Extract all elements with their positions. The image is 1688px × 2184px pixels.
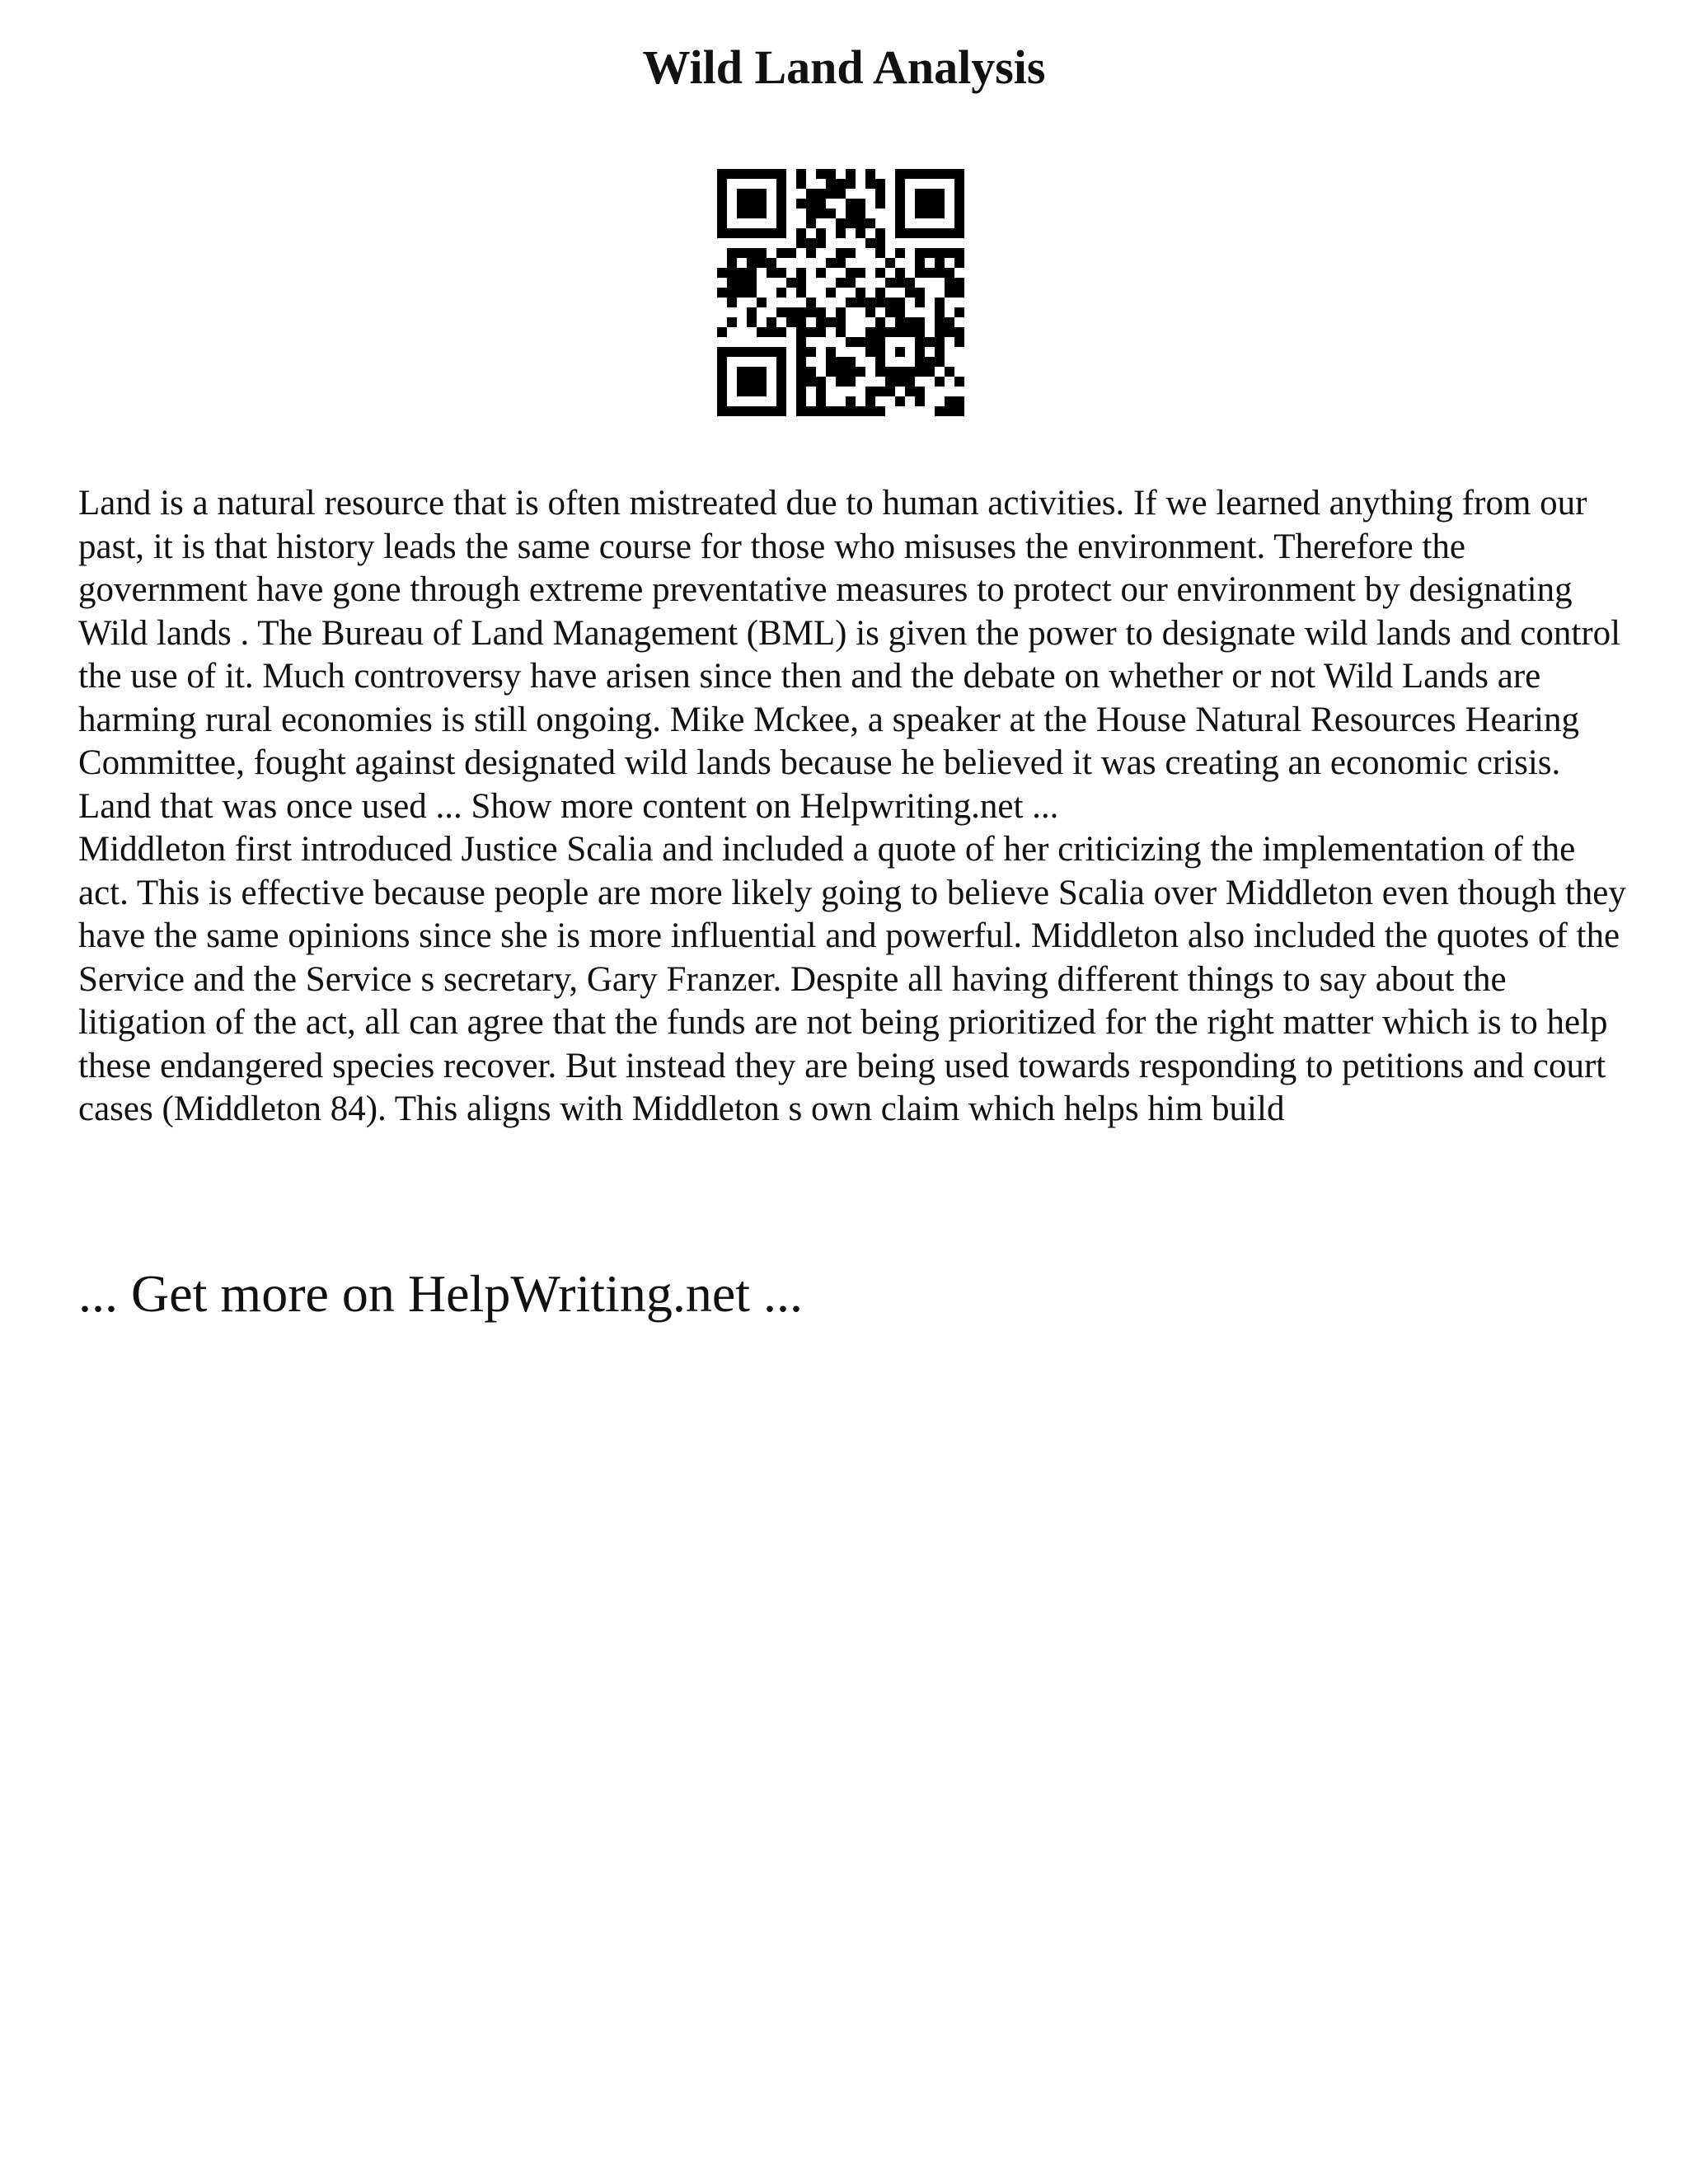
page-title: Wild Land Analysis <box>642 40 1046 94</box>
article-body <box>78 482 1628 1132</box>
paragraph-intro: Land is a natural resource that is often mistreated due to human activities. If we learned anything from our past, it is that history leads the same course for those who misuses the environment. Therefore the government have gone through extreme preventative measures to protect our environment by designating Wild lands . The Bureau of Land Management (BML) is given the power to designate wild lands and control the use of it. Much controversy have arisen since then and the debate on whether or not Wild Lands are harming rural economies is still ongoing. Mike Mckee, a speaker at the House Natural Resources Hearing Committee, fought against designated wild lands because he believed it was creating an economic crisis. Land that was once used ... Show more content on Helpwriting.net ... <box>78 484 1621 826</box>
get-more-link[interactable]: ... Get more on HelpWriting.net ... <box>78 1264 803 1323</box>
paragraph-middleton: Middleton first introduced Justice Scalia and included a quote of her criticizing the implementation of the act. This is effective because people are more likely going to believe Scalia over Middleton even though they have the same opinions since she is more influential and powerful. Middleton also included the quotes of the Service and the Service s secretary, Gary Franzer. Despite all having different things to say about the litigation of the act, all can agree that the funds are not being prioritized for the right matter which is to help these endangered species recover. But instead they are being used towards responding to petitions and court cases (Middleton 84). This aligns with Middleton s own claim which helps him build <box>78 830 1626 1128</box>
qr-code-icon <box>717 169 964 416</box>
